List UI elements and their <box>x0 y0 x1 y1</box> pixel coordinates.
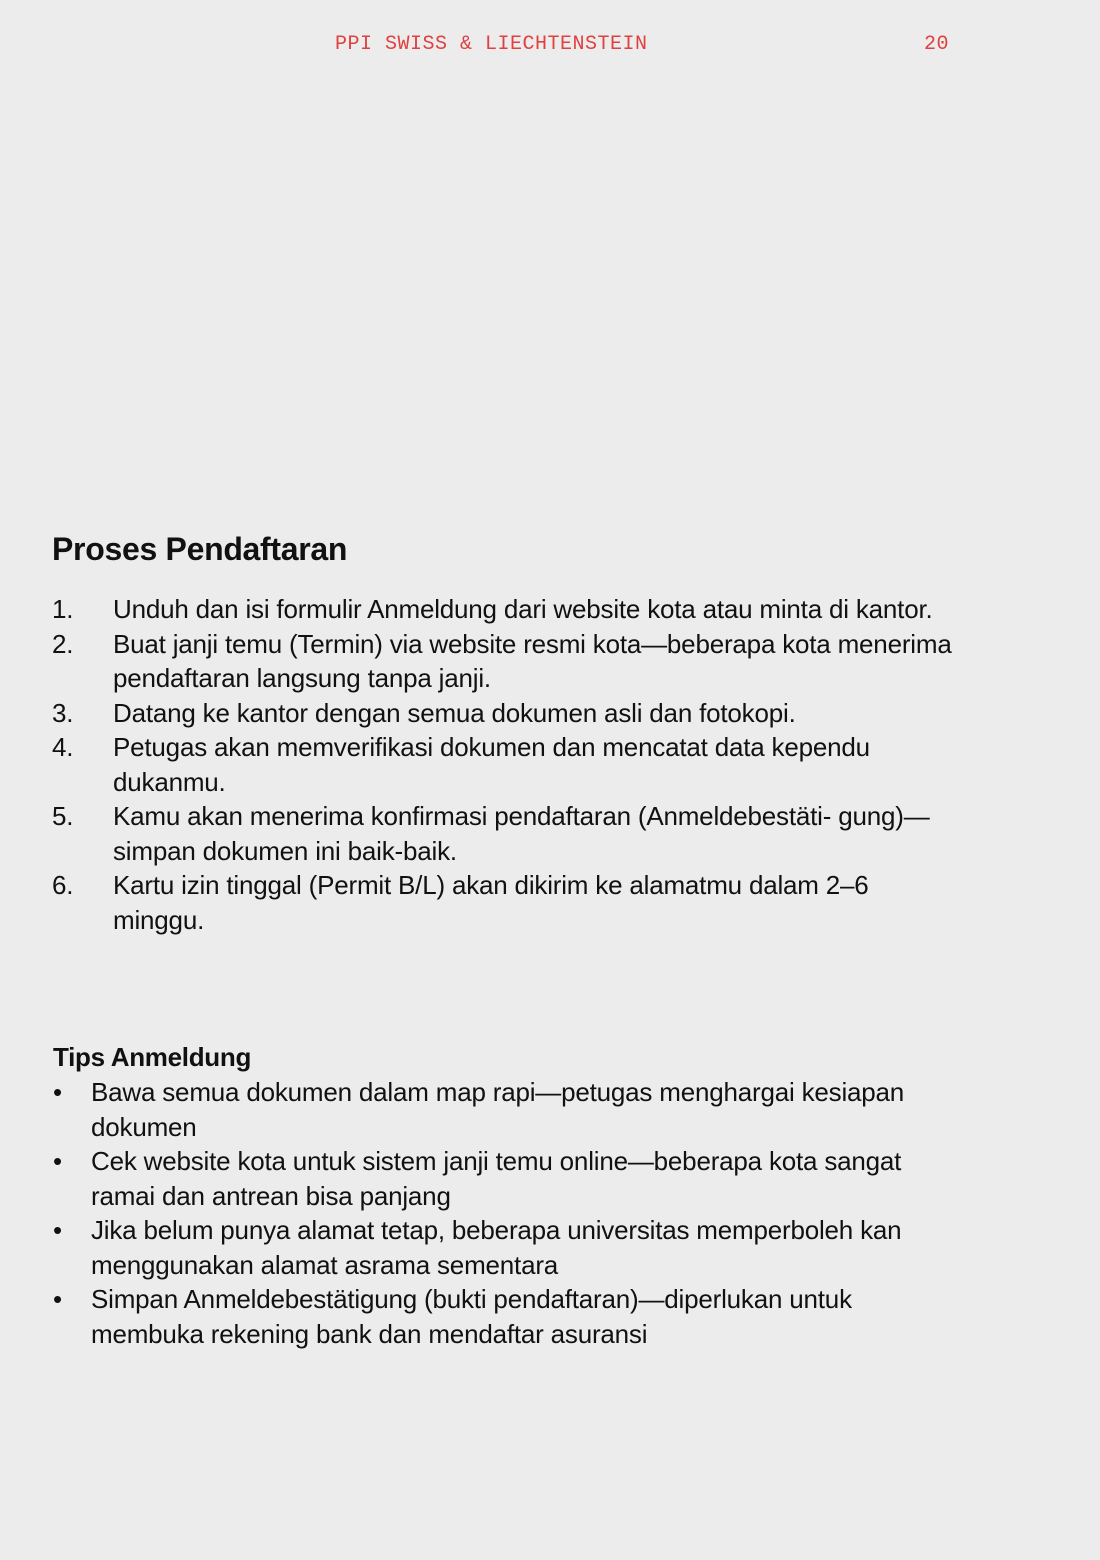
tip-item <box>53 1144 963 1213</box>
bullet-icon: • <box>53 1146 62 1176</box>
page-number: 20 <box>924 33 950 56</box>
step-text: Kamu akan menerima konfirmasi pendaftaran (Anmeldebestäti- gung)—simpan dokumen ini baik-baik. <box>113 801 930 866</box>
step-item <box>52 592 952 627</box>
header-title: PPI SWISS & LIECHTENSTEIN <box>335 33 648 56</box>
step-number: 4. <box>52 732 74 762</box>
step-number: 6. <box>52 870 74 900</box>
running-header <box>0 33 1100 59</box>
step-text: Datang ke kantor dengan semua dokumen asli dan fotokopi. <box>113 697 796 728</box>
step-item <box>52 627 952 696</box>
tip-text: Cek website kota untuk sistem janji temu online—beberapa kota sangat ramai dan antrean bisa panjang <box>91 1146 902 1211</box>
registration-steps-list <box>52 592 952 937</box>
step-text: Buat janji temu (Termin) via website resmi kota—beberapa kota menerima pendaftaran langsung tanpa janji. <box>113 628 952 693</box>
bullet-icon: • <box>53 1077 62 1107</box>
tip-text: Simpan Anmeldebestätigung (bukti pendaftaran)—diperlukan untuk membuka rekening bank dan mendaftar asuransi <box>91 1284 852 1349</box>
bullet-icon: • <box>53 1284 62 1314</box>
tip-item <box>53 1282 963 1351</box>
step-number: 3. <box>52 697 74 728</box>
step-number: 5. <box>52 801 74 831</box>
step-item <box>52 696 952 731</box>
step-text: Kartu izin tinggal (Permit B/L) akan dikirim ke alamatmu dalam 2–6 minggu. <box>113 870 869 935</box>
step-item <box>52 868 952 937</box>
step-item <box>52 799 952 868</box>
tip-item <box>53 1213 963 1282</box>
step-number: 1. <box>52 594 74 624</box>
step-number: 2. <box>52 628 74 659</box>
bullet-icon: • <box>53 1215 62 1245</box>
tips-title: Tips Anmeldung <box>53 1042 252 1072</box>
step-text: Unduh dan isi formulir Anmeldung dari website kota atau minta di kantor. <box>113 594 933 624</box>
tip-text: Bawa semua dokumen dalam map rapi—petugas menghargai kesiapan dokumen <box>91 1077 905 1142</box>
section-heading: Proses Pendaftaran <box>52 531 348 567</box>
step-text: Petugas akan memverifikasi dokumen dan mencatat data kependu dukanmu. <box>113 732 870 797</box>
tip-item <box>53 1075 963 1144</box>
step-item <box>52 730 952 799</box>
tip-text: Jika belum punya alamat tetap, beberapa universitas memperboleh kan menggunakan alamat asrama sementara <box>91 1215 902 1280</box>
tips-list <box>53 1075 963 1351</box>
